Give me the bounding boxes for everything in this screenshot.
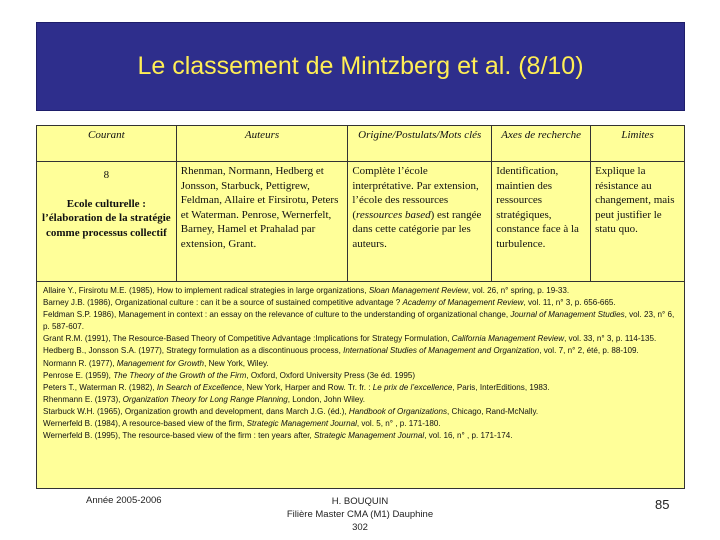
reference-item: Allaire Y., Firsirotu M.E. (1985), How to implement radical strategies in large organizations, Sloan Management Review, vol. 26, n° spring, p. 19-33.: [43, 286, 570, 295]
reference-item: Starbuck W.H. (1965), Organization growth and development, dans March J.G. (éd.), Handbook of Organizations, Chicago, Rand-McNally.: [43, 406, 539, 416]
origin-text-italic: ressources based: [355, 208, 431, 221]
footer-year: Année 2005-2006: [86, 495, 162, 506]
limits-cell: Explique la résistance au changement, mais peut justifier le statu quo.: [591, 162, 685, 308]
footer-code: 302: [352, 522, 368, 533]
table-header-row: [37, 126, 685, 162]
header-courant: Courant: [37, 126, 177, 162]
courant-school: Ecole culturelle : l’élaboration de la stratégie comme processus collectif: [42, 197, 171, 239]
footer-author: H. BOUQUIN: [331, 496, 389, 507]
reference-item: Wernerfeld B. (1995), The resource-based view of the firm : ten years after, Strategic Management Journal, vol. 16, n° , p. 171-174.: [43, 431, 513, 441]
origin-text-2: ) est rangée dans cette catégorie par les auteurs.: [352, 208, 482, 250]
reference-item: Normann R. (1977), Management for Growth, New York, Wiley.: [43, 358, 269, 368]
header-axes: Axes de recherche: [492, 126, 591, 162]
reference-item: Feldman S.P. 1986), Management in context : an essay on the relevance of culture to the understanding of organizational change, Journal of Management Studies, vol. 23, n° 6, p. 587-607.: [43, 310, 675, 332]
header-limites: Limites: [591, 126, 685, 162]
references-box: [36, 281, 685, 489]
authors-cell: Rhenman, Normann, Hedberg et Jonsson, Starbuck, Pettigrew, Feldman, Allaire et Firsirotu, Peters et Waterman. Penrose, Wernerfelt, Barney, Hamel et Prahalad par extension, Grant.: [176, 162, 348, 308]
reference-item: Penrose E. (1959), The Theory of the Growth of the Firm, Oxford, Oxford University Press (3e éd. 1995): [43, 370, 416, 380]
reference-item: Grant R.M. (1991), The Resource-Based Theory of Competitive Advantage :Implications for Strategy Formulation, California Management Review, vol. 33, n° 3, p. 114-135.: [43, 334, 657, 344]
page-number: 85: [655, 497, 670, 512]
reference-item: Hedberg B., Jonsson S.A. (1977), Strategy formulation as a discontinuous process, International Studies of Management and Organization, vol. 7, n° 2, été, p. 88-109.: [43, 346, 639, 356]
header-origine: Origine/Postulats/Mots clés: [348, 126, 492, 162]
reference-item: Barney J.B. (1986), Organizational culture : can it be a source of sustained competitive advantage ? Academy of Management Review, vol. 11, n° 3, p. 656-665.: [43, 298, 616, 308]
footer-center: [260, 495, 460, 534]
courant-number: 8: [103, 169, 110, 181]
reference-item: Rhenmann E. (1973), Organization Theory for Long Range Planning, London, John Wiley.: [43, 394, 366, 404]
footer-program: Filière Master CMA (M1) Dauphine: [286, 509, 434, 520]
reference-item: Peters T., Waterman R. (1982), In Search of Excellence, New York, Harper and Row. Tr. fr. : Le prix de l’excellence, Paris, InterEditions, 1983.: [43, 382, 550, 392]
slide-title: Le classement de Mintzberg et al. (8/10): [137, 52, 584, 80]
header-auteurs: Auteurs: [176, 126, 348, 162]
origin-text-1: Complète l’école interprétative. Par extension, l’école des ressources (: [352, 165, 479, 221]
reference-item: Wernerfeld B. (1984), A resource-based view of the firm, Strategic Management Journal, vol. 5, n° , p. 171-180.: [43, 419, 441, 429]
axes-cell: Identification, maintien des ressources stratégiques, constance face à la turbulence.: [492, 162, 591, 308]
